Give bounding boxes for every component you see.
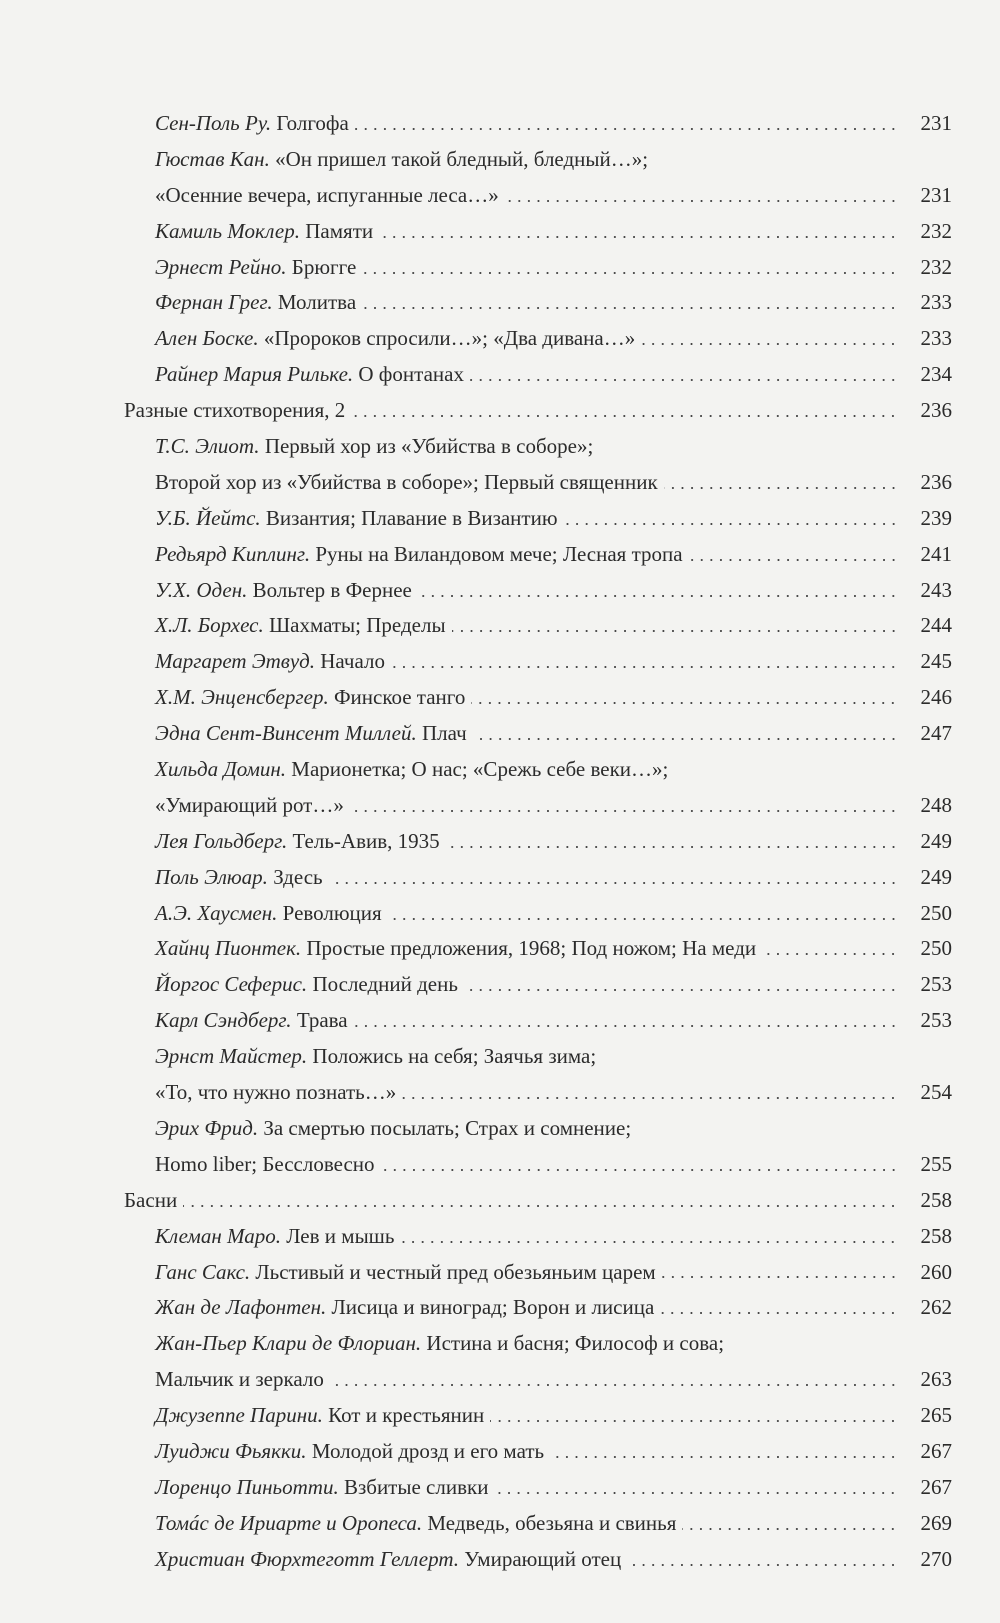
entry-author: Йоргос Сеферис. xyxy=(155,972,308,997)
entry-title-continuation: Второй хор из «Убийства в соборе»; Первый священник xyxy=(155,469,658,494)
toc-entry-continuation xyxy=(0,1075,1000,1111)
entry-title: Басни xyxy=(124,1187,178,1212)
entry-author: Гюстав Кан. xyxy=(155,146,270,171)
entry-text xyxy=(155,537,683,573)
leader-dots xyxy=(641,343,898,345)
leader-dots xyxy=(473,738,898,740)
entry-text xyxy=(124,393,345,429)
entry-author: У.Х. Оден. xyxy=(155,577,248,602)
entry-text xyxy=(155,1326,724,1362)
entry-text xyxy=(155,896,382,932)
toc-entry xyxy=(0,1398,1000,1434)
entry-title: Революция xyxy=(277,900,382,925)
entry-author: Эрих Фрид. xyxy=(155,1115,259,1140)
entry-page-number: 231 xyxy=(920,111,952,135)
entry-page-number: 263 xyxy=(920,1367,952,1392)
leader-dots xyxy=(689,559,898,561)
entry-page-number: 253 xyxy=(920,1008,952,1033)
entry-text xyxy=(155,1039,596,1075)
toc-entry xyxy=(0,573,1000,609)
entry-title: Последний день xyxy=(307,972,458,997)
entry-title: Положись на себя; Заячья зима; xyxy=(307,1044,597,1069)
entry-author: Маргарет Этвуд. xyxy=(155,649,316,674)
entry-text xyxy=(124,1183,177,1219)
entry-author: У.Б. Йейтс. xyxy=(155,505,261,530)
entry-author: Христиан Фюрхтеготт Геллерт. xyxy=(155,1546,460,1571)
entry-title-continuation: «То, что нужно познать…» xyxy=(155,1080,397,1105)
entry-text xyxy=(155,142,648,178)
entry-page-number: 269 xyxy=(920,1510,952,1535)
entry-text xyxy=(155,214,373,250)
entry-title: Молитва xyxy=(272,290,357,315)
entry-title: Льстивый и честный пред обезьяньим царем xyxy=(250,1259,656,1284)
toc-entry xyxy=(0,285,1000,321)
entry-text xyxy=(155,1470,488,1506)
toc-entry xyxy=(0,680,1000,716)
entry-text xyxy=(155,357,464,393)
toc-entry xyxy=(0,860,1000,896)
toc-entry xyxy=(0,716,1000,752)
table-of-contents xyxy=(0,106,1000,1578)
entry-title: Медведь, обезьяна и свинья xyxy=(422,1510,677,1535)
entry-title: Первый хор из «Убийства в соборе»; xyxy=(259,434,594,459)
leader-dots xyxy=(471,702,898,704)
leader-dots xyxy=(418,595,898,597)
entry-title: Византия; Плавание в Византию xyxy=(260,505,558,530)
entry-text xyxy=(155,931,756,967)
entry-page-number: 265 xyxy=(920,1403,952,1428)
entry-page-number: 236 xyxy=(920,469,952,494)
entry-title: Молодой дрозд и его мать xyxy=(306,1438,545,1463)
toc-entry xyxy=(0,1326,1000,1362)
entry-title-continuation: Мальчик и зеркало xyxy=(155,1367,324,1392)
toc-entry xyxy=(0,824,1000,860)
leader-dots xyxy=(402,1097,898,1099)
entry-title: Кот и крестьянин xyxy=(322,1403,485,1428)
entry-page-number: 232 xyxy=(920,254,952,279)
entry-author: А.Э. Хаусмен. xyxy=(155,900,278,925)
entry-page-number: 248 xyxy=(920,792,952,817)
entry-page-number: 241 xyxy=(920,541,952,566)
entry-text xyxy=(155,501,558,537)
leader-dots xyxy=(490,1420,898,1422)
entry-page-number: 236 xyxy=(920,398,952,423)
leader-dots xyxy=(388,918,898,920)
entry-page-number: 247 xyxy=(920,721,952,746)
entry-title: Плач xyxy=(416,721,467,746)
entry-text xyxy=(155,1398,484,1434)
entry-title: Истина и басня; Философ и сова; xyxy=(421,1331,725,1356)
entry-title: Памяти xyxy=(300,218,374,243)
entry-page-number: 262 xyxy=(920,1295,952,1320)
entry-text xyxy=(155,680,465,716)
entry-page-number: 250 xyxy=(920,900,952,925)
entry-page-number: 232 xyxy=(920,218,952,243)
entry-title: Тель-Авив, 1935 xyxy=(287,828,440,853)
entry-title: «Пророков спросили…»; «Два дивана…» xyxy=(258,326,636,351)
entry-title: Финское танго xyxy=(328,685,466,710)
toc-entry xyxy=(0,931,1000,967)
entry-page-number: 254 xyxy=(920,1080,952,1105)
entry-text xyxy=(155,1219,394,1255)
entry-text xyxy=(155,429,593,465)
entry-author: Лея Гольдберг. xyxy=(155,828,288,853)
entry-author: Т.С. Элиот. xyxy=(155,434,260,459)
toc-entry xyxy=(0,1003,1000,1039)
entry-page-number: 234 xyxy=(920,362,952,387)
entry-text xyxy=(155,644,385,680)
leader-dots xyxy=(564,523,898,525)
entry-title: Руны на Виландовом мече; Лесная тропа xyxy=(310,541,683,566)
toc-entry xyxy=(0,644,1000,680)
entry-text xyxy=(155,967,458,1003)
entry-title: Трава xyxy=(291,1008,348,1033)
entry-text xyxy=(155,1506,676,1542)
leader-dots xyxy=(329,882,898,884)
entry-text xyxy=(155,1111,631,1147)
entry-author: Редьярд Киплинг. xyxy=(155,541,311,566)
toc-entry xyxy=(0,896,1000,932)
toc-entry xyxy=(0,1111,1000,1147)
entry-author: Ален Боске. xyxy=(155,326,259,351)
entry-author: Эрнест Рейно. xyxy=(155,254,287,279)
entry-author: Эрнст Майстер. xyxy=(155,1044,308,1069)
entry-author: Ганс Сакс. xyxy=(155,1259,251,1284)
entry-title: О фонтанах xyxy=(353,362,464,387)
toc-entry xyxy=(0,250,1000,286)
entry-page-number: 258 xyxy=(920,1223,952,1248)
toc-entry xyxy=(0,1506,1000,1542)
entry-author: Поль Элюар. xyxy=(155,864,268,889)
entry-title: Взбитые сливки xyxy=(338,1474,489,1499)
leader-dots xyxy=(391,666,898,668)
toc-entry-continuation xyxy=(0,788,1000,824)
leader-dots xyxy=(330,1384,898,1386)
entry-text xyxy=(155,608,446,644)
leader-dots xyxy=(452,630,898,632)
entry-author: Карл Сэндберг. xyxy=(155,1008,292,1033)
toc-entry xyxy=(0,1434,1000,1470)
entry-text xyxy=(155,573,412,609)
toc-entry xyxy=(0,1470,1000,1506)
entry-author: Луиджи Фьякки. xyxy=(155,1438,307,1463)
entry-title: Лисица и виноград; Ворон и лисица xyxy=(326,1295,655,1320)
leader-dots xyxy=(355,128,898,130)
leader-dots xyxy=(354,1025,898,1027)
entry-page-number: 231 xyxy=(920,182,952,207)
leader-dots xyxy=(550,1456,898,1458)
toc-entry xyxy=(0,142,1000,178)
entry-page-number: 260 xyxy=(920,1259,952,1284)
entry-title: Разные стихотворения, 2 xyxy=(124,398,346,423)
entry-title: «Он пришел такой бледный, бледный…»; xyxy=(269,146,649,171)
leader-dots xyxy=(762,953,898,955)
entry-text xyxy=(155,106,349,142)
leader-dots xyxy=(400,1241,898,1243)
toc-section-entry xyxy=(0,393,1000,429)
entry-text xyxy=(155,250,356,286)
entry-title: Голгофа xyxy=(271,111,349,135)
toc-entry xyxy=(0,501,1000,537)
toc-entry xyxy=(0,1255,1000,1291)
toc-entry xyxy=(0,106,1000,142)
toc-entry-continuation xyxy=(0,178,1000,214)
toc-section-entry xyxy=(0,1183,1000,1219)
entry-author: Х.Л. Борхес. xyxy=(155,613,264,638)
entry-text xyxy=(155,1003,348,1039)
entry-author: Клеман Маро. xyxy=(155,1223,281,1248)
entry-page-number: 253 xyxy=(920,972,952,997)
entry-title: Умирающий отец xyxy=(459,1546,622,1571)
entry-author: Хайнц Пионтек. xyxy=(155,936,302,961)
toc-entry xyxy=(0,608,1000,644)
entry-author: Томáс де Ириарте и Оропеса. xyxy=(155,1510,423,1535)
entry-author: Камиль Моклер. xyxy=(155,218,301,243)
leader-dots xyxy=(627,1564,898,1566)
entry-text xyxy=(155,752,668,788)
entry-text xyxy=(155,1434,544,1470)
entry-page-number: 267 xyxy=(920,1474,952,1499)
entry-page-number: 243 xyxy=(920,577,952,602)
entry-text xyxy=(155,285,356,321)
entry-text xyxy=(155,824,440,860)
entry-author: Х.М. Энценсбергер. xyxy=(155,685,329,710)
entry-author: Фернан Грег. xyxy=(155,290,273,315)
toc-entry-continuation xyxy=(0,465,1000,501)
toc-entry xyxy=(0,1542,1000,1578)
leader-dots xyxy=(379,236,898,238)
leader-dots xyxy=(350,810,898,812)
entry-page-number: 233 xyxy=(920,290,952,315)
toc-entry xyxy=(0,537,1000,573)
toc-entry xyxy=(0,1039,1000,1075)
entry-author: Райнер Мария Рильке. xyxy=(155,362,354,387)
entry-title: За смертью посылать; Страх и сомнение; xyxy=(258,1115,632,1140)
toc-entry-continuation xyxy=(0,1362,1000,1398)
entry-author: Жан-Пьер Клари де Флориан. xyxy=(155,1331,422,1356)
entry-title: Лев и мышь xyxy=(280,1223,395,1248)
leader-dots xyxy=(662,1276,898,1278)
toc-entry xyxy=(0,429,1000,465)
entry-page-number: 249 xyxy=(920,864,952,889)
entry-page-number: 233 xyxy=(920,326,952,351)
leader-dots xyxy=(470,379,898,381)
leader-dots xyxy=(183,1205,898,1207)
entry-text xyxy=(155,1542,621,1578)
leader-dots xyxy=(362,307,898,309)
toc-entry xyxy=(0,214,1000,250)
entry-page-number: 267 xyxy=(920,1438,952,1463)
toc-entry xyxy=(0,321,1000,357)
leader-dots xyxy=(446,846,898,848)
entry-title: Марионетка; О нас; «Срежь себе веки…»; xyxy=(286,757,669,782)
entry-page-number: 255 xyxy=(920,1151,952,1176)
entry-text xyxy=(155,321,635,357)
leader-dots xyxy=(494,1492,898,1494)
entry-text xyxy=(155,1290,654,1326)
leader-dots xyxy=(362,272,898,274)
entry-text xyxy=(155,1255,656,1291)
leader-dots xyxy=(381,1169,898,1171)
leader-dots xyxy=(464,989,898,991)
entry-page-number: 270 xyxy=(920,1546,952,1571)
entry-title: Начало xyxy=(315,649,385,674)
entry-author: Эдна Сент-Винсент Миллей. xyxy=(155,721,417,746)
leader-dots xyxy=(664,487,898,489)
toc-entry xyxy=(0,357,1000,393)
entry-text xyxy=(155,860,323,896)
toc-entry xyxy=(0,1290,1000,1326)
entry-page-number: 258 xyxy=(920,1187,952,1212)
entry-title-continuation: «Осенние вечера, испуганные леса…» xyxy=(155,182,499,207)
entry-author: Хильда Домин. xyxy=(155,757,287,782)
toc-entry xyxy=(0,967,1000,1003)
entry-title-continuation: «Умирающий рот…» xyxy=(155,792,344,817)
toc-entry-continuation xyxy=(0,1147,1000,1183)
entry-page-number: 245 xyxy=(920,649,952,674)
leader-dots xyxy=(351,415,898,417)
leader-dots xyxy=(505,200,898,202)
entry-author: Джузеппе Парини. xyxy=(155,1403,323,1428)
entry-title: Здесь xyxy=(267,864,323,889)
entry-page-number: 250 xyxy=(920,936,952,961)
entry-text xyxy=(155,716,467,752)
entry-title: Брюгге xyxy=(286,254,357,279)
leader-dots xyxy=(660,1312,898,1314)
leader-dots xyxy=(682,1528,898,1530)
entry-title-continuation: Homo liber; Бессловесно xyxy=(155,1151,375,1176)
entry-author: Лоренцо Пиньотти. xyxy=(155,1474,339,1499)
entry-page-number: 239 xyxy=(920,505,952,530)
toc-entry xyxy=(0,1219,1000,1255)
entry-title: Простые предложения, 1968; Под ножом; На меди xyxy=(301,936,757,961)
entry-author: Жан де Лафонтен. xyxy=(155,1295,327,1320)
entry-page-number: 244 xyxy=(920,613,952,638)
entry-page-number: 249 xyxy=(920,828,952,853)
entry-author: Сен-Поль Ру. xyxy=(155,111,272,135)
entry-title: Вольтер в Фернее xyxy=(247,577,412,602)
entry-title: Шахматы; Пределы xyxy=(263,613,446,638)
entry-page-number: 246 xyxy=(920,685,952,710)
toc-entry xyxy=(0,752,1000,788)
